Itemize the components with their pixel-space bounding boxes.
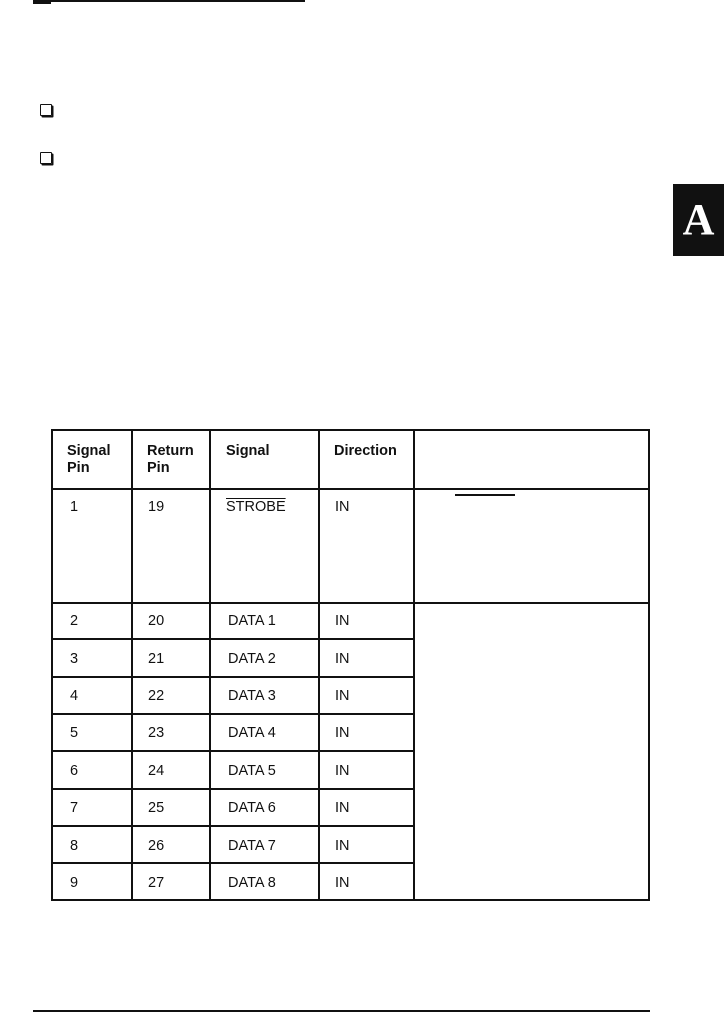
header-signal-pin <box>67 443 111 477</box>
cell-signal: STROBE <box>226 499 286 515</box>
cell-signal: DATA 2 <box>228 651 276 667</box>
cell-direction: IN <box>335 651 350 667</box>
cell-signal: DATA 3 <box>228 688 276 704</box>
table-row-line <box>52 638 414 640</box>
cell-direction: IN <box>335 688 350 704</box>
cell-signal: DATA 8 <box>228 875 276 891</box>
table-row-line <box>52 713 414 715</box>
header-rule-accent <box>33 0 51 4</box>
cell-return-pin: 25 <box>148 800 165 816</box>
header-rule <box>33 0 305 2</box>
header-return-pin-line2: Pin <box>147 460 170 476</box>
header-signal-pin-line2: Pin <box>67 460 90 476</box>
cell-return-pin: 22 <box>148 688 165 704</box>
cell-signal: DATA 7 <box>228 838 276 854</box>
table-row-line <box>52 825 414 827</box>
cell-direction: IN <box>335 763 350 779</box>
appendix-tab <box>673 184 724 256</box>
appendix-tab-letter: A <box>682 195 715 244</box>
table-col-line <box>51 429 53 901</box>
table-row-line <box>52 676 414 678</box>
table-top-border <box>52 429 649 431</box>
table-row-line <box>52 602 649 604</box>
table-row-line <box>52 862 414 864</box>
cell-return-pin: 27 <box>148 875 165 891</box>
table-col-line <box>131 429 133 901</box>
table-col-line <box>209 429 211 901</box>
footer-rule <box>33 1010 650 1012</box>
cell-return-pin: 19 <box>148 499 165 515</box>
cell-direction: IN <box>335 838 350 854</box>
cell-signal-pin: 4 <box>70 688 79 704</box>
cell-return-pin: 21 <box>148 651 165 667</box>
table-col-line <box>318 429 320 901</box>
cell-signal: DATA 4 <box>228 725 276 741</box>
cell-signal-pin: 2 <box>70 613 79 629</box>
cell-signal-pin: 8 <box>70 838 79 854</box>
description-overline <box>455 494 515 496</box>
cell-return-pin: 23 <box>148 725 165 741</box>
checkbox-icon <box>40 104 52 116</box>
cell-signal: DATA 5 <box>228 763 276 779</box>
table-row-line <box>52 750 414 752</box>
cell-direction: IN <box>335 800 350 816</box>
header-direction: Direction <box>334 443 397 459</box>
table-col-line <box>648 429 650 901</box>
cell-signal: DATA 1 <box>228 613 276 629</box>
header-signal-pin-line1: Signal <box>67 443 111 459</box>
cell-direction: IN <box>335 499 350 515</box>
cell-direction: IN <box>335 875 350 891</box>
table-row-line <box>52 788 414 790</box>
cell-direction: IN <box>335 613 350 629</box>
table-header-border <box>52 488 649 490</box>
table-bottom-border <box>52 899 649 901</box>
checkbox-icon <box>40 152 52 164</box>
cell-direction: IN <box>335 725 350 741</box>
header-return-pin-line1: Return <box>147 443 194 459</box>
header-signal: Signal <box>226 443 270 459</box>
table-col-line <box>413 429 415 901</box>
cell-signal: DATA 6 <box>228 800 276 816</box>
cell-signal-pin: 7 <box>70 800 79 816</box>
cell-return-pin: 26 <box>148 838 165 854</box>
cell-signal-pin: 6 <box>70 763 79 779</box>
cell-signal-pin: 3 <box>70 651 79 667</box>
header-return-pin <box>147 443 194 477</box>
cell-signal-pin: 1 <box>70 499 79 515</box>
cell-return-pin: 20 <box>148 613 165 629</box>
cell-signal-pin: 9 <box>70 875 79 891</box>
cell-return-pin: 24 <box>148 763 165 779</box>
cell-signal-pin: 5 <box>70 725 79 741</box>
